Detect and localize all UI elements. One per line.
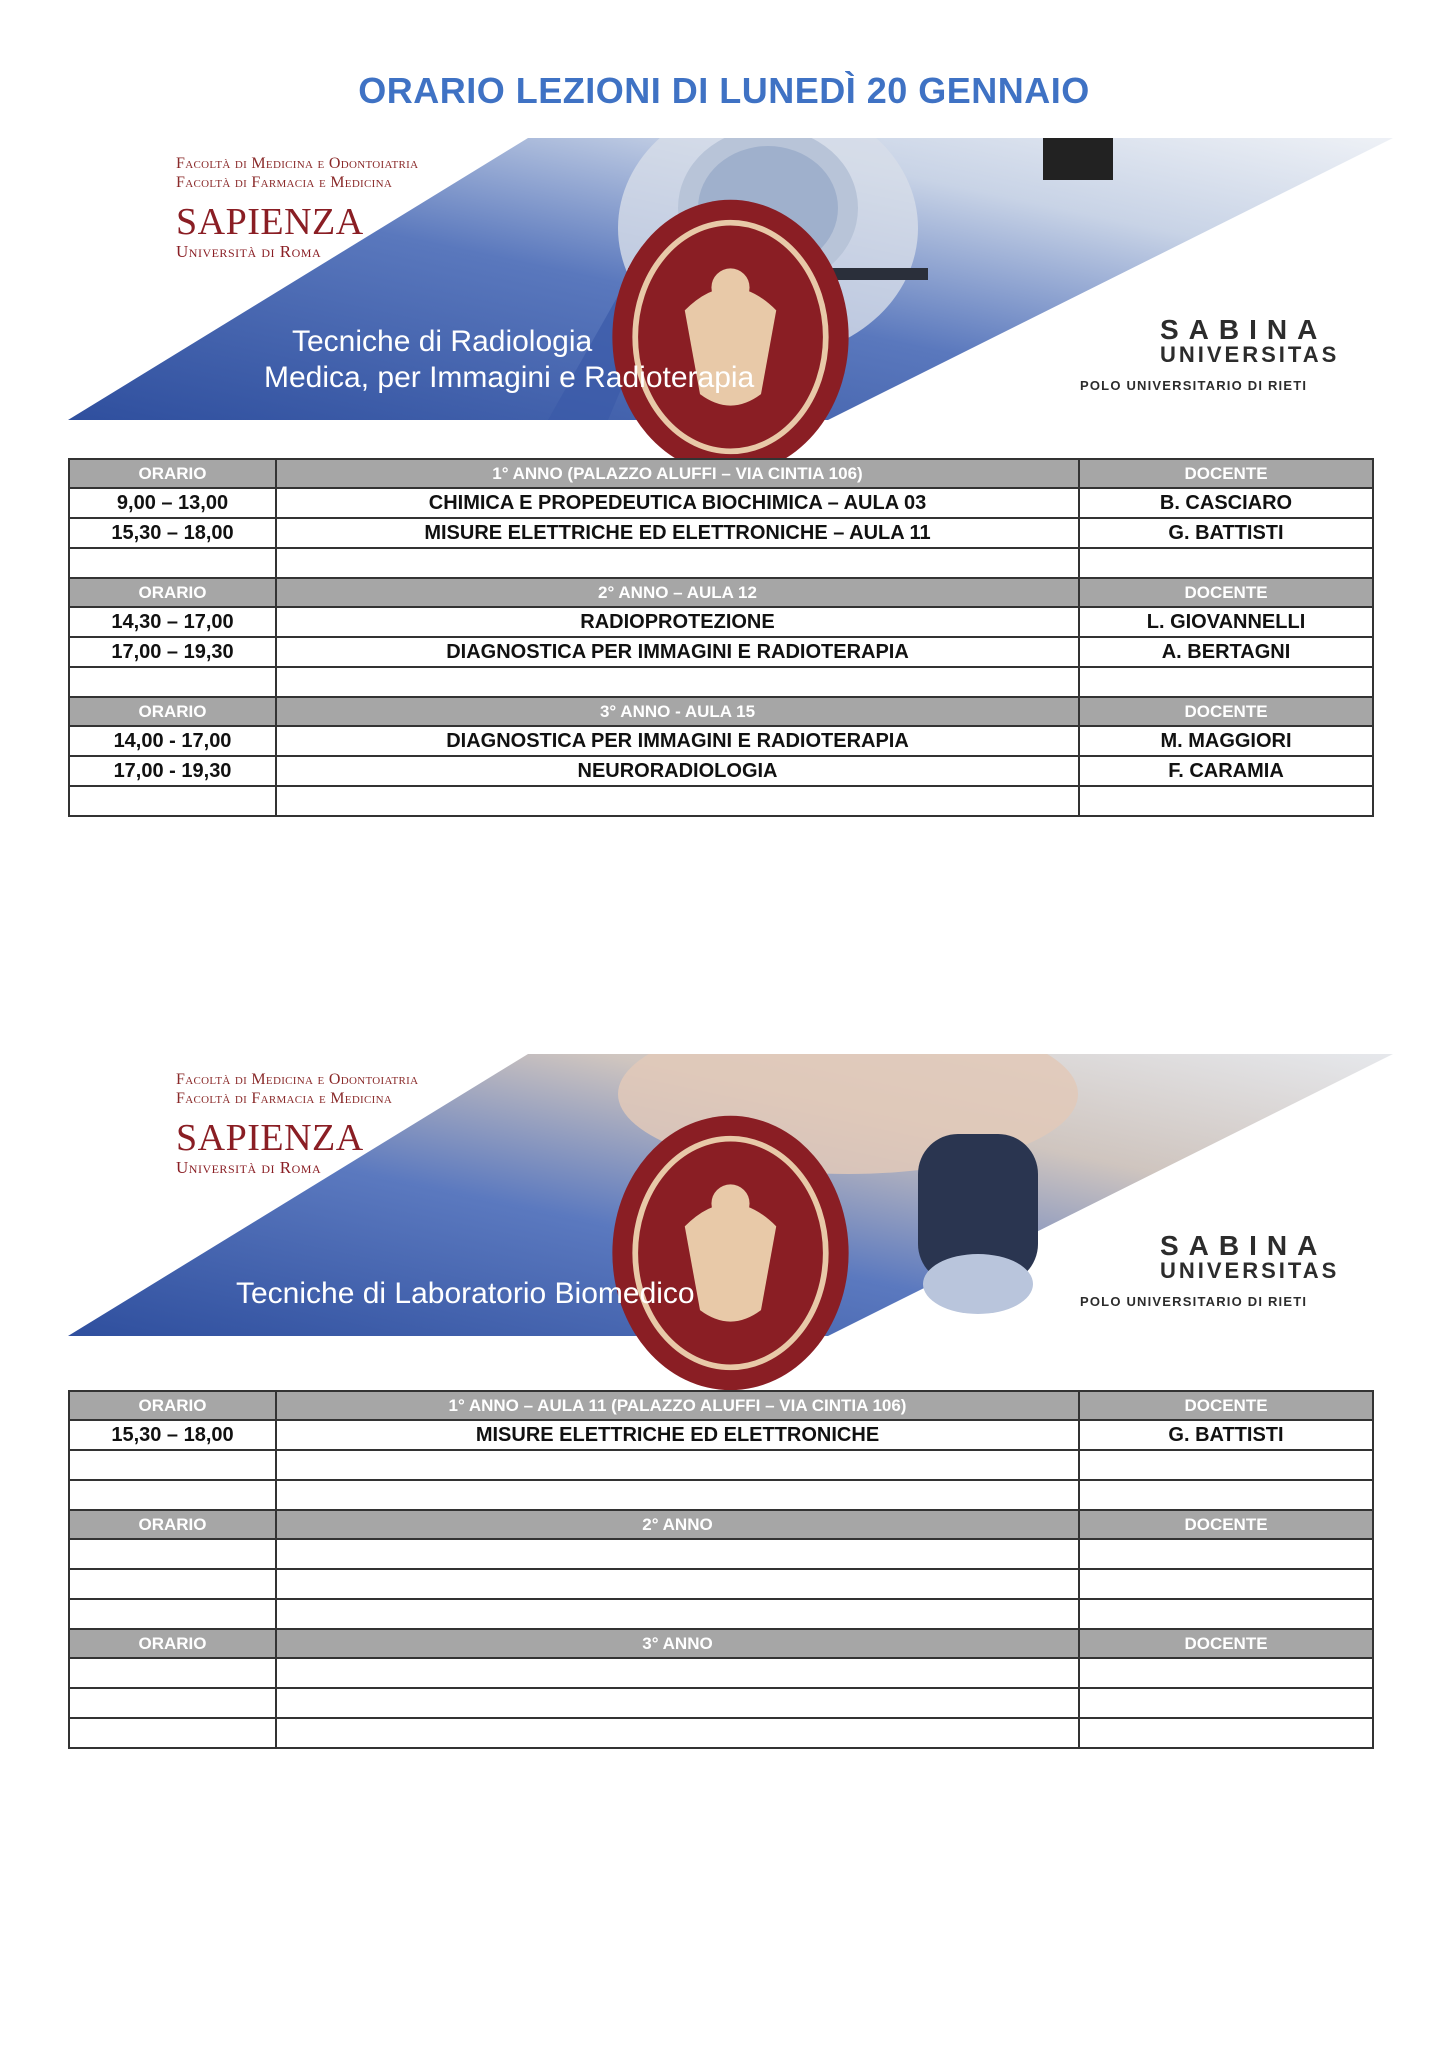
table-row bbox=[69, 1480, 1373, 1510]
faculty-line-2: Facoltà di Farmacia e Medicina bbox=[176, 1090, 393, 1107]
header-orario: ORARIO bbox=[69, 1510, 276, 1539]
cell-subject: RADIOPROTEZIONE bbox=[276, 607, 1079, 637]
schedule-table-radiologia bbox=[68, 458, 1374, 817]
faculty-names bbox=[176, 1070, 418, 1108]
cell-subject: NEURORADIOLOGIA bbox=[276, 756, 1079, 786]
table-header-row bbox=[69, 697, 1373, 726]
header-orario: ORARIO bbox=[69, 1629, 276, 1658]
cell-subject bbox=[276, 1658, 1079, 1688]
sabina-subtitle: POLO UNIVERSITARIO DI RIETI bbox=[1080, 1294, 1308, 1309]
sabina-name-mid: UNIVERSITAS bbox=[1160, 1258, 1340, 1283]
cell-time bbox=[69, 1539, 276, 1569]
table-row bbox=[69, 1450, 1373, 1480]
table-row bbox=[69, 1688, 1373, 1718]
cell-teacher: A. BERTAGNI bbox=[1079, 637, 1373, 667]
cell-subject: MISURE ELETTRICHE ED ELETTRONICHE bbox=[276, 1420, 1079, 1450]
table-row bbox=[69, 756, 1373, 786]
cell-time bbox=[69, 548, 276, 578]
table-row bbox=[69, 786, 1373, 816]
faculty-names bbox=[176, 154, 418, 192]
table-row bbox=[69, 518, 1373, 548]
cell-teacher bbox=[1079, 1718, 1373, 1748]
header-docente: DOCENTE bbox=[1079, 459, 1373, 488]
table-row bbox=[69, 637, 1373, 667]
university-name: SAPIENZA bbox=[176, 1117, 364, 1159]
course-line-1: Tecniche di Radiologia bbox=[292, 325, 593, 358]
cell-teacher bbox=[1079, 667, 1373, 697]
header-year: 3° ANNO - AULA 15 bbox=[276, 697, 1079, 726]
cell-time bbox=[69, 786, 276, 816]
table-header-row bbox=[69, 578, 1373, 607]
faculty-line-1: Facoltà di Medicina e Odontoiatria bbox=[176, 155, 419, 172]
table-row bbox=[69, 1420, 1373, 1450]
header-year: 3° ANNO bbox=[276, 1629, 1079, 1658]
course-name-laboratorio bbox=[236, 1276, 695, 1312]
header-docente: DOCENTE bbox=[1079, 578, 1373, 607]
table-row bbox=[69, 1569, 1373, 1599]
cell-time bbox=[69, 1480, 276, 1510]
sabina-subtitle: POLO UNIVERSITARIO DI RIETI bbox=[1080, 378, 1308, 393]
course-name-radiologia bbox=[264, 324, 754, 396]
header-docente: DOCENTE bbox=[1079, 1510, 1373, 1539]
cell-subject bbox=[276, 1718, 1079, 1748]
cell-teacher bbox=[1079, 1569, 1373, 1599]
sabina-universitas-logo bbox=[1068, 314, 1378, 404]
banner-laboratorio bbox=[68, 1054, 1393, 1336]
course-line-1: Tecniche di Laboratorio Biomedico bbox=[236, 1277, 695, 1310]
table-row bbox=[69, 667, 1373, 697]
header-year: 1° ANNO (PALAZZO ALUFFI – VIA CINTIA 106) bbox=[276, 459, 1079, 488]
table-row bbox=[69, 607, 1373, 637]
cell-time: 14,30 – 17,00 bbox=[69, 607, 276, 637]
header-orario: ORARIO bbox=[69, 459, 276, 488]
table-row bbox=[69, 548, 1373, 578]
table-header-row bbox=[69, 1510, 1373, 1539]
cell-subject: DIAGNOSTICA PER IMMAGINI E RADIOTERAPIA bbox=[276, 726, 1079, 756]
cell-time: 15,30 – 18,00 bbox=[69, 1420, 276, 1450]
banner-radiologia bbox=[68, 138, 1393, 420]
page-title: ORARIO LEZIONI DI LUNEDÌ 20 GENNAIO bbox=[358, 70, 1090, 111]
university-name: SAPIENZA bbox=[176, 201, 364, 243]
table-row bbox=[69, 488, 1373, 518]
cell-time bbox=[69, 1688, 276, 1718]
header-year: 2° ANNO – AULA 12 bbox=[276, 578, 1079, 607]
cell-time bbox=[69, 667, 276, 697]
table-row bbox=[69, 1539, 1373, 1569]
university-subtitle: Università di Roma bbox=[176, 1158, 322, 1177]
cell-subject bbox=[276, 1450, 1079, 1480]
cell-subject: CHIMICA E PROPEDEUTICA BIOCHIMICA – AULA 03 bbox=[276, 488, 1079, 518]
header-docente: DOCENTE bbox=[1079, 697, 1373, 726]
header-orario: ORARIO bbox=[69, 578, 276, 607]
sabina-name-top: SABINA bbox=[1160, 314, 1328, 345]
cell-subject bbox=[276, 1539, 1079, 1569]
cell-time: 17,00 - 19,30 bbox=[69, 756, 276, 786]
sabina-name-mid: UNIVERSITAS bbox=[1160, 342, 1340, 367]
cell-subject bbox=[276, 1569, 1079, 1599]
cell-teacher: L. GIOVANNELLI bbox=[1079, 607, 1373, 637]
cell-teacher bbox=[1079, 1539, 1373, 1569]
cell-time: 9,00 – 13,00 bbox=[69, 488, 276, 518]
table-header-row bbox=[69, 1629, 1373, 1658]
cell-subject bbox=[276, 1480, 1079, 1510]
cell-subject: DIAGNOSTICA PER IMMAGINI E RADIOTERAPIA bbox=[276, 637, 1079, 667]
cell-teacher bbox=[1079, 786, 1373, 816]
faculty-line-1: Facoltà di Medicina e Odontoiatria bbox=[176, 1071, 419, 1088]
cell-teacher: G. BATTISTI bbox=[1079, 1420, 1373, 1450]
header-year: 1° ANNO – AULA 11 (PALAZZO ALUFFI – VIA CINTIA 106) bbox=[276, 1391, 1079, 1420]
cell-time: 14,00 - 17,00 bbox=[69, 726, 276, 756]
cell-time bbox=[69, 1450, 276, 1480]
header-orario: ORARIO bbox=[69, 1391, 276, 1420]
university-subtitle: Università di Roma bbox=[176, 242, 322, 261]
cell-time bbox=[69, 1658, 276, 1688]
cell-time: 15,30 – 18,00 bbox=[69, 518, 276, 548]
cell-subject bbox=[276, 667, 1079, 697]
table-row bbox=[69, 1599, 1373, 1629]
cell-teacher bbox=[1079, 1599, 1373, 1629]
cell-teacher bbox=[1079, 1480, 1373, 1510]
table-row bbox=[69, 726, 1373, 756]
cell-time bbox=[69, 1569, 276, 1599]
sabina-name-top: SABINA bbox=[1160, 1230, 1328, 1261]
schedule-table-laboratorio bbox=[68, 1390, 1374, 1749]
cell-teacher bbox=[1079, 1450, 1373, 1480]
cell-teacher: F. CARAMIA bbox=[1079, 756, 1373, 786]
header-year: 2° ANNO bbox=[276, 1510, 1079, 1539]
header-orario: ORARIO bbox=[69, 697, 276, 726]
cell-subject bbox=[276, 786, 1079, 816]
cell-teacher bbox=[1079, 548, 1373, 578]
table-header-row bbox=[69, 459, 1373, 488]
table-row bbox=[69, 1658, 1373, 1688]
cell-time bbox=[69, 1599, 276, 1629]
header-docente: DOCENTE bbox=[1079, 1391, 1373, 1420]
cell-teacher bbox=[1079, 1688, 1373, 1718]
cell-teacher: G. BATTISTI bbox=[1079, 518, 1373, 548]
table-row bbox=[69, 1718, 1373, 1748]
cell-subject bbox=[276, 1688, 1079, 1718]
table-header-row bbox=[69, 1391, 1373, 1420]
cell-teacher: M. MAGGIORI bbox=[1079, 726, 1373, 756]
cell-subject bbox=[276, 1599, 1079, 1629]
cell-teacher bbox=[1079, 1658, 1373, 1688]
cell-time bbox=[69, 1718, 276, 1748]
cell-subject: MISURE ELETTRICHE ED ELETTRONICHE – AULA 11 bbox=[276, 518, 1079, 548]
cell-teacher: B. CASCIARO bbox=[1079, 488, 1373, 518]
faculty-line-2: Facoltà di Farmacia e Medicina bbox=[176, 174, 393, 191]
header-docente: DOCENTE bbox=[1079, 1629, 1373, 1658]
sabina-universitas-logo bbox=[1068, 1230, 1378, 1320]
cell-subject bbox=[276, 548, 1079, 578]
course-line-2: Medica, per Immagini e Radioterapia bbox=[264, 361, 755, 394]
cell-time: 17,00 – 19,30 bbox=[69, 637, 276, 667]
